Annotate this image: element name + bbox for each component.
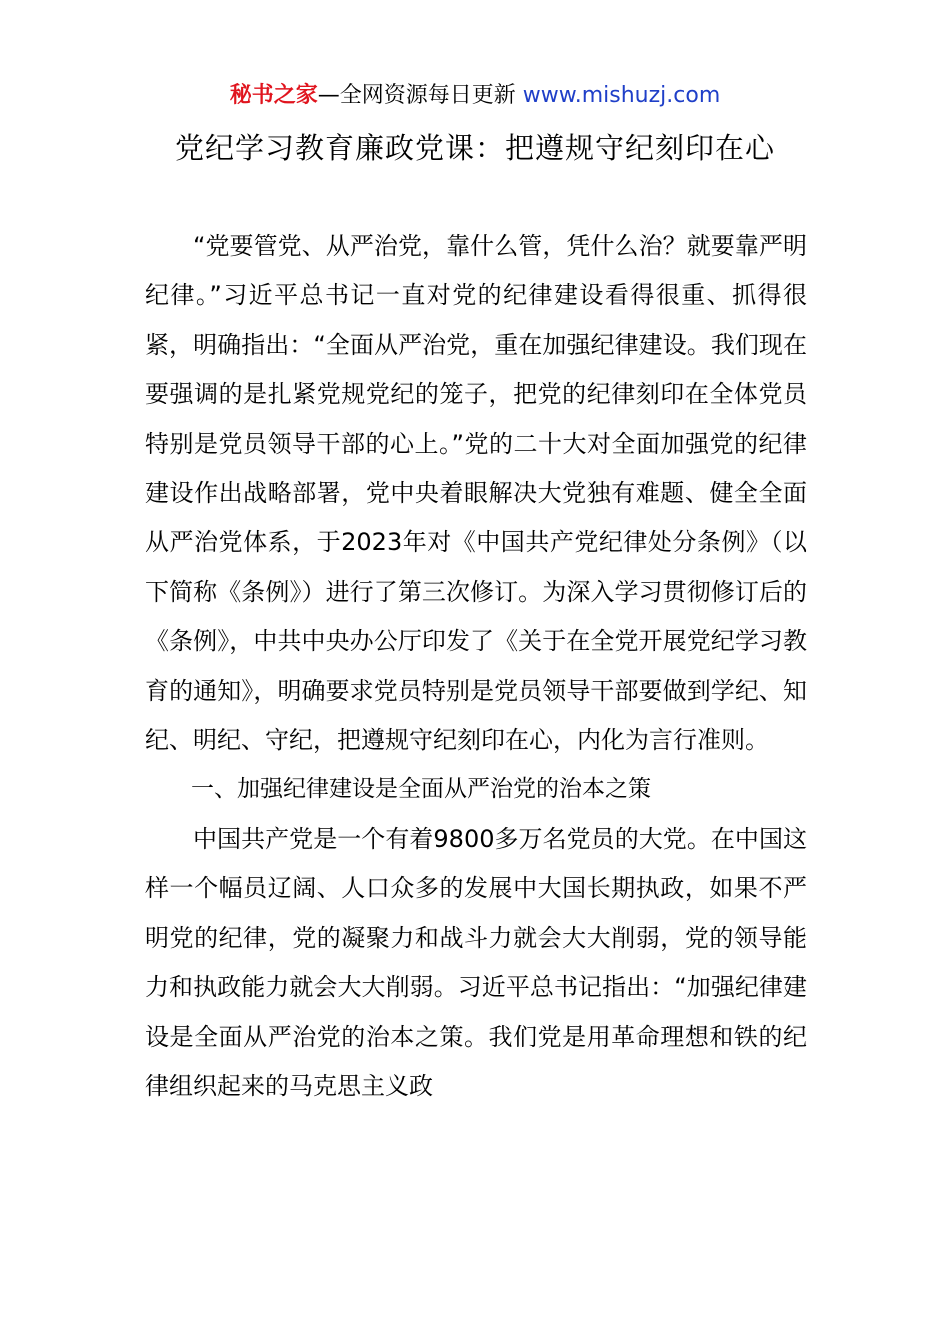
site-tagline: —全网资源每日更新 — [317, 83, 516, 108]
section-heading-1: 一、加强纪律建设是全面从严治党的治本之策 — [191, 776, 651, 803]
document-title: 党纪学习教育廉政党课：把遵规守纪刻印在心 — [174, 131, 775, 165]
site-url-link[interactable]: www.mishuzj.com — [522, 83, 721, 108]
document-body — [145, 222, 807, 1111]
site-brand: 秘书之家 — [229, 83, 318, 108]
paragraph-intro: “党要管党、从严治党，靠什么管，凭什么治？就要靠严明纪律。”习近平总书记一直对党的纪律建设看得很重、抓得很紧，明确指出：“全面从严治党，重在加强纪律建设。我们现在要强调的是扎紧党规党纪的笼子，把党的纪律刻印在全体党员特别是党员领导干部的心上。”党的二十大对全面加强党的纪律建设作出战略部署，党中央着眼解决大党独有难题、健全全面从严治党体系，于2023年对《中国共产党纪律处分条例》（以下简称《条例》）进行了第三次修订。为深入学习贯彻修订后的《条例》，中共中央办公厅印发了《关于在全党开展党纪学习教育的通知》，明确要求党员特别是党员领导干部要做到学纪、知纪、明纪、守纪，把遵规守纪刻印在心，内化为言行准则。 — [145, 232, 807, 755]
paragraph-section-1: 中国共产党是一个有着9800多万名党员的大党。在中国这样一个幅员辽阔、人口众多的发展中大国长期执政，如果不严明党的纪律，党的凝聚力和战斗力就会大大削弱，党的领导能力和执政能力就会大大削弱。习近平总书记指出：“加强纪律建设是全面从严治党的治本之策。我们党是用革命理想和铁的纪律组织起来的马克思主义政 — [145, 824, 807, 1100]
site-header — [0, 80, 950, 112]
